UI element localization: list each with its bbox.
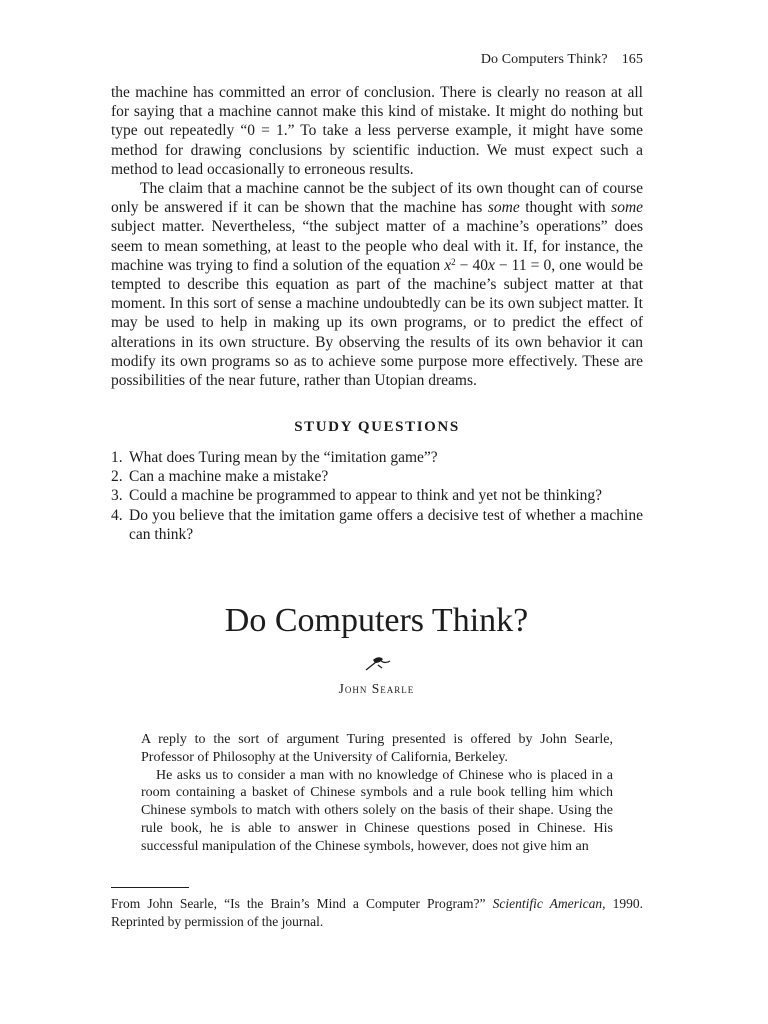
question-number: 3. xyxy=(111,487,123,505)
study-question-item xyxy=(111,506,643,544)
question-text: Do you believe that the imitation game offers a decisive test of whether a machine can think? xyxy=(129,506,643,543)
study-question-item xyxy=(111,448,643,467)
footnote-rule xyxy=(111,887,189,888)
pen-nib-ornament-icon xyxy=(364,654,392,672)
question-text: Can a machine make a mistake? xyxy=(129,468,329,486)
question-number: 2. xyxy=(111,468,123,486)
body-paragraph: the machine has committed an error of conclusion. There is clearly no reason at all for saying that a machine cannot make this kind of mistake. It might do nothing but type out repeatedly “0 = 1.” To take a less perverse example, it might have some method for drawing conclusions by scientific induction. We must expect such a method to lead occasionally to erroneous results. xyxy=(111,84,643,178)
study-question-item xyxy=(111,486,643,505)
body-text xyxy=(111,83,643,390)
chapter-author: John Searle xyxy=(338,681,415,696)
intro-paragraph: He asks us to consider a man with no knowledge of Chinese who is placed in a room containing a basket of Chinese symbols and a rule book telling him which Chinese symbols to match with others solely on the basis of their shape. Using the rule book, he is able to answer in Chinese questions posed in Chinese. His successful manipulation of the Chinese symbols, however, does not give him an xyxy=(141,767,613,854)
intro-paragraph: A reply to the sort of argument Turing presented is offered by John Searle, Professor of Philosophy at the University of California, Berkeley. xyxy=(141,732,613,765)
study-questions-list xyxy=(111,448,643,544)
chapter-intro xyxy=(141,731,613,856)
body-paragraph: The claim that a machine cannot be the subject of its own thought can of course only be answered if it can be shown that the machine has some thought with some subject matter. Nevertheless, “the subject matter of a machine’s operations” does seem to mean something, at least to the people who deal with it. If, for instance, the machine was trying to find a solution of the equation $x^2 - 40x - 11 = 0$, one would be tempted to describe this equation as part of the machine’s subject matter at that moment. In this sort of sense a machine undoubtedly can be its own subject matter. It may be used to help in making up its own programs, or to predict the effect of alterations in its own structure. By observing the results of its own behavior it can modify its own programs so as to achieve some purpose more effectively. These are possibilities of the near future, rather than Utopian dreams. xyxy=(111,180,644,390)
study-questions-heading: STUDY QUESTIONS xyxy=(294,419,460,435)
question-text: What does Turing mean by the “imitation game”? xyxy=(129,449,438,466)
question-text: Could a machine be programmed to appear to think and yet not be thinking? xyxy=(129,487,603,505)
question-number: 4. xyxy=(111,506,123,524)
page-number: 165 xyxy=(621,52,643,67)
running-head-title: Do Computers Think? xyxy=(480,52,608,67)
chapter-title: Do Computers Think? xyxy=(224,602,529,639)
question-number: 1. xyxy=(111,449,123,466)
study-question-item xyxy=(111,467,643,486)
running-head xyxy=(481,52,643,68)
footnote: From John Searle, “Is the Brain’s Mind a Computer Program?” Scientific American, 1990. Reprinted by permission of the journal. xyxy=(111,896,644,929)
